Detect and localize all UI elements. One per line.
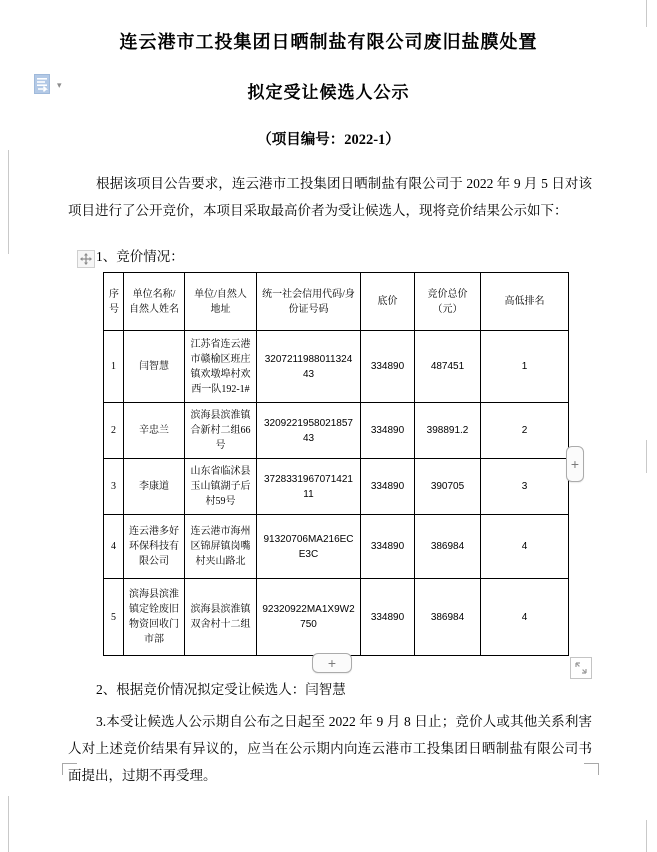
table-row <box>104 403 569 459</box>
project-number: （项目编号：2022-1） <box>257 132 400 148</box>
paste-options-icon[interactable] <box>34 74 52 94</box>
table-cell: 334890 <box>361 579 415 656</box>
table-cell: 山东省临沭县玉山镇湖子后村59号 <box>185 459 257 515</box>
section2-result-line: 2、根据竞价情况拟定受让候选人：闫智慧 <box>96 682 346 697</box>
section3-paragraph: 3.本受让候选人公示期自公布之日起至 2022 年 9 月 8 日止；竞价人或其他关系利害人对上述竞价结果有异议的，应当在公示期内向连云港市工投集团日晒制盐有限公司书面提出，过期不再受理。 <box>68 714 592 783</box>
margin-crop-mark-left <box>62 763 77 775</box>
table-cell: 江苏省连云港市赣榆区班庄镇欢墩埠村欢西一队192-1# <box>185 331 257 403</box>
table-header-cell: 底价 <box>361 273 415 331</box>
bid-results-table <box>103 272 569 656</box>
table-cell: 3 <box>104 459 124 515</box>
add-row-button[interactable]: + <box>312 653 352 673</box>
move-cross-icon <box>80 253 92 265</box>
table-cell: 320922195802185743 <box>257 403 361 459</box>
table-cell: 334890 <box>361 459 415 515</box>
table-cell: 386984 <box>415 579 481 656</box>
table-cell: 386984 <box>415 515 481 579</box>
table-resize-handle[interactable] <box>570 657 592 679</box>
table-row <box>104 331 569 403</box>
table-cell: 2 <box>104 403 124 459</box>
table-cell: 390705 <box>415 459 481 515</box>
table-move-handle[interactable] <box>77 250 95 268</box>
page-edge-line <box>646 440 647 473</box>
table-cell: 334890 <box>361 403 415 459</box>
table-cell: 334890 <box>361 515 415 579</box>
paste-options-dropdown-arrow[interactable]: ▾ <box>57 80 62 90</box>
table-cell: 滨海县滨淮镇定铨废旧物资回收门市部 <box>124 579 185 656</box>
page-edge-line <box>646 0 647 27</box>
table-cell: 滨海县滨淮镇双舍村十二组 <box>185 579 257 656</box>
table-cell: 1 <box>481 331 569 403</box>
table-cell: 487451 <box>415 331 481 403</box>
table-cell: 372833196707142111 <box>257 459 361 515</box>
table-cell: 4 <box>481 515 569 579</box>
add-column-button[interactable]: + <box>566 446 584 482</box>
table-cell: 4 <box>104 515 124 579</box>
table-cell: 闫智慧 <box>124 331 185 403</box>
table-cell: 辛忠兰 <box>124 403 185 459</box>
table-cell: 398891.2 <box>415 403 481 459</box>
section1-heading: 1、竞价情况： <box>96 249 184 264</box>
table-cell: 2 <box>481 403 569 459</box>
table-cell: 334890 <box>361 331 415 403</box>
table-cell: 3 <box>481 459 569 515</box>
table-header-cell: 高低排名 <box>481 273 569 331</box>
table-header-cell: 统一社会信用代码/身份证号码 <box>257 273 361 331</box>
table-row <box>104 515 569 579</box>
table-cell: 连云港多好环保科技有限公司 <box>124 515 185 579</box>
table-cell: 91320706MA216ECE3C <box>257 515 361 579</box>
table-header-row <box>104 273 569 331</box>
table-header-cell: 竞价总价（元） <box>415 273 481 331</box>
table-row <box>104 579 569 656</box>
document-title-line1: 连云港市工投集团日晒制盐有限公司废旧盐膜处置 <box>119 32 538 52</box>
table-row <box>104 459 569 515</box>
table-header-cell: 序号 <box>104 273 124 331</box>
page-edge-line <box>646 820 647 852</box>
table-cell: 1 <box>104 331 124 403</box>
table-cell: 李康道 <box>124 459 185 515</box>
table-header-cell: 单位/自然人地址 <box>185 273 257 331</box>
table-cell: 连云港市海州区锦屏镇岗嘴村夹山路北 <box>185 515 257 579</box>
table-cell: 320721198801132443 <box>257 331 361 403</box>
table-header-cell: 单位名称/自然人姓名 <box>124 273 185 331</box>
page-edge-line <box>8 796 9 852</box>
margin-crop-mark-right <box>584 763 599 775</box>
document-title-line2: 拟定受让候选人公示 <box>247 83 410 102</box>
page-edge-line <box>8 150 9 254</box>
table-cell: 5 <box>104 579 124 656</box>
table-cell: 4 <box>481 579 569 656</box>
intro-paragraph: 根据该项目公告要求，连云港市工投集团日晒制盐有限公司于 2022 年 9 月 5 日对该项目进行了公开竞价，本项目采取最高价者为受让候选人，现将竞价结果公示如下： <box>68 176 592 218</box>
diagonal-resize-icon <box>574 661 588 675</box>
table-cell: 92320922MA1X9W2750 <box>257 579 361 656</box>
table-cell: 滨海县滨淮镇合新村二组66号 <box>185 403 257 459</box>
